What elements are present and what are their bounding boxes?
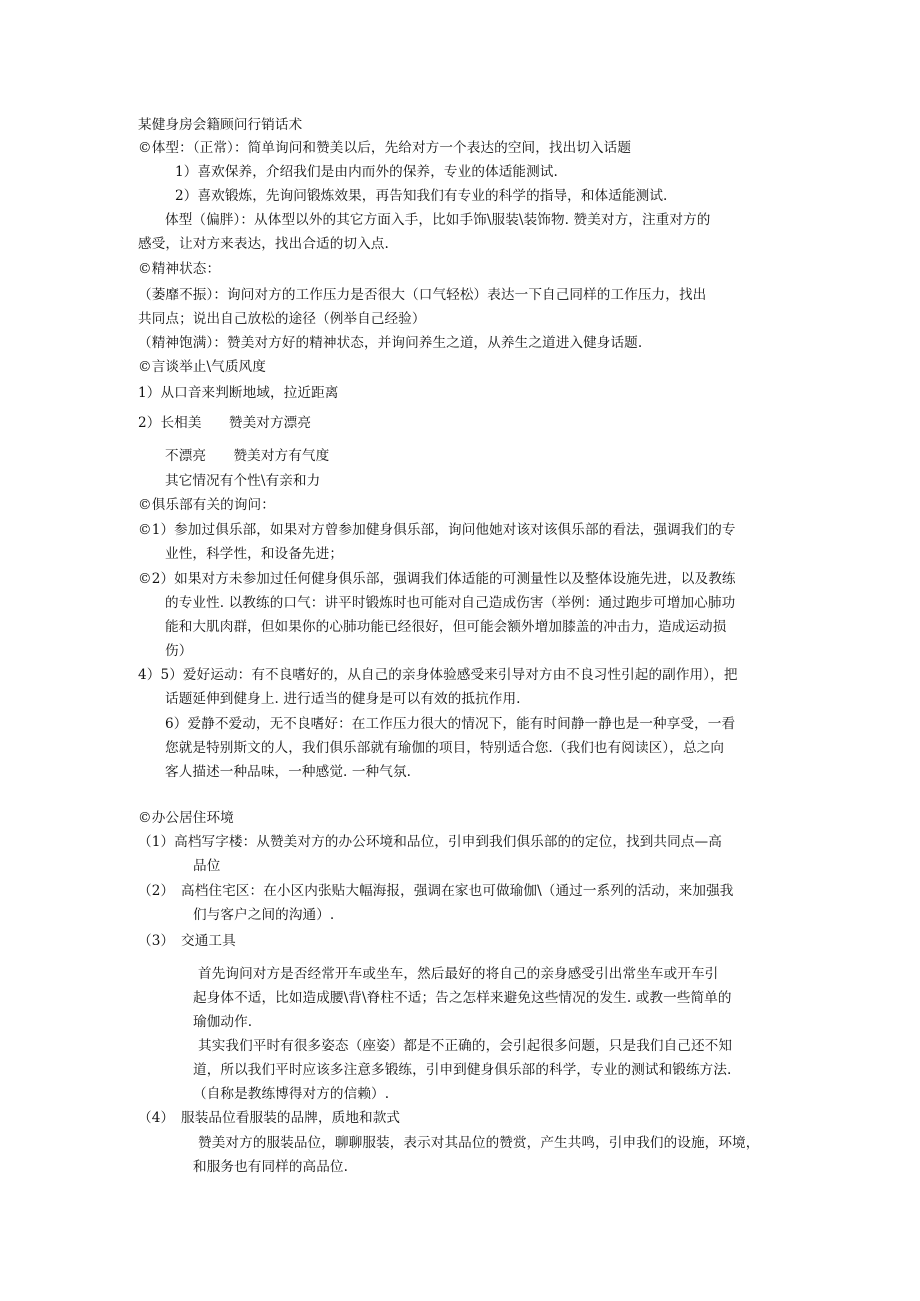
body-line: 起身体不适，比如造成腰\背\脊柱不适；告之怎样来避免这些情况的发生. 或教一些简单的 <box>193 990 732 1006</box>
body-line: 话题延伸到健身上. 进行适当的健身是可以有效的抵抗作用. <box>165 691 521 707</box>
body-line: （1）高档写字楼：从赞美对方的办公环境和品位，引申到我们俱乐部的的定位，找到共同点—高 <box>138 834 722 850</box>
body-line: 您就是特别斯文的人，我们俱乐部就有瑜伽的项目，特别适合您.（我们也有阅读区），总之向 <box>165 740 725 756</box>
body-line: 6）爱静不爱动，无不良嗜好：在工作压力很大的情况下，能有时间静一静也是一种享受，一看 <box>165 716 736 732</box>
body-line: 首先询问对方是否经常开车或坐车，然后最好的将自己的亲身感受引出常坐车或开车引 <box>198 966 719 982</box>
body-line: 其实我们平时有很多姿态（座姿）都是不正确的，会引起很多问题，只是我们自己还不知 <box>198 1038 733 1054</box>
body-line: （4） 服装品位看服装的品牌，质地和款式 <box>138 1110 401 1126</box>
body-line: 业性，科学性，和设备先进； <box>165 546 344 562</box>
body-line: 品位 <box>193 858 221 874</box>
body-line: （精神饱满）：赞美对方好的精神状态，并询问养生之道，从养生之道进入健身话题. <box>138 335 643 351</box>
body-line: （3） 交通工具 <box>138 933 236 949</box>
body-line: 的专业性. 以教练的口气：讲平时锻炼时也可能对自己造成伤害（举例：通过跑步可增加心肺功 <box>165 595 736 611</box>
body-line: 不漂亮 赞美对方有气度 <box>165 448 330 464</box>
body-line: 伤） <box>165 643 193 659</box>
body-line: 其它情况有个性\有亲和力 <box>165 473 321 489</box>
body-line: （自称是教练博得对方的信赖）. <box>193 1086 390 1102</box>
body-line: 客人描述一种品味，一种感觉. 一种气氛. <box>165 764 412 780</box>
section-heading: ©办公居住环境 <box>138 810 234 826</box>
body-line: ©体型：（正常）：简单询问和赞美以后，先给对方一个表达的空间，找出切入话题 <box>138 140 632 156</box>
body-line: ©1）参加过俱乐部，如果对方曾参加健身俱乐部，询问他她对该对该俱乐部的看法，强调我们的专 <box>138 522 736 538</box>
document-title: 某健身房会籍顾问行销话术 <box>138 117 303 133</box>
body-line: 们与客户之间的沟通）. <box>193 907 335 923</box>
body-line: 2）长相美 赞美对方漂亮 <box>138 415 312 431</box>
body-line: 4）5）爱好运动：有不良嗜好的，从自己的亲身体验感受来引导对方由不良习性引起的副作用），把 <box>138 667 738 683</box>
section-heading: ©精神状态： <box>138 261 221 277</box>
body-line: 和服务也有同样的高品位. <box>193 1159 349 1175</box>
body-line: 瑜伽动作. <box>193 1014 253 1030</box>
body-line: 2）喜欢锻炼，先询问锻炼效果，再告知我们有专业的科学的指导，和体适能测试. <box>175 188 668 204</box>
body-line: 共同点；说出自己放松的途径（例举自己经验） <box>138 311 426 327</box>
body-line: （萎靡不振）：询问对方的工作压力是否很大（口气轻松）表达一下自己同样的工作压力，找出 <box>138 287 707 303</box>
body-line: ©2）如果对方未参加过任何健身俱乐部，强调我们体适能的可测量性以及整体设施先进，以及教练 <box>138 571 736 587</box>
section-heading: ©言谈举止\气质风度 <box>138 359 266 375</box>
body-line: 道，所以我们平时应该多注意多锻练，引申到健身俱乐部的科学，专业的测试和锻练方法. <box>193 1062 732 1078</box>
body-line: （2） 高档住宅区：在小区内张贴大幅海报，强调在家也可做瑜伽\（通过一系列的活动，来加强我 <box>138 883 734 899</box>
body-line: 1）喜欢保养，介绍我们是由内而外的保养，专业的体适能测试. <box>175 164 558 180</box>
body-line: 感受，让对方来表达，找出合适的切入点. <box>138 236 389 252</box>
body-line: 1）从口音来判断地域，拉近距离 <box>138 385 339 401</box>
body-line: 体型（偏胖）：从体型以外的其它方面入手，比如手饰\服装\装饰物. 赞美对方，注重对方的 <box>165 212 711 228</box>
body-line: 赞美对方的服装品位，聊聊服装，表示对其品位的赞赏，产生共鸣，引申我们的设施，环境， <box>198 1135 760 1151</box>
body-line: 能和大肌肉群，但如果你的心肺功能已经很好，但可能会额外增加膝盖的冲击力，造成运动损 <box>165 619 727 635</box>
section-heading: ©俱乐部有关的询问： <box>138 497 275 513</box>
